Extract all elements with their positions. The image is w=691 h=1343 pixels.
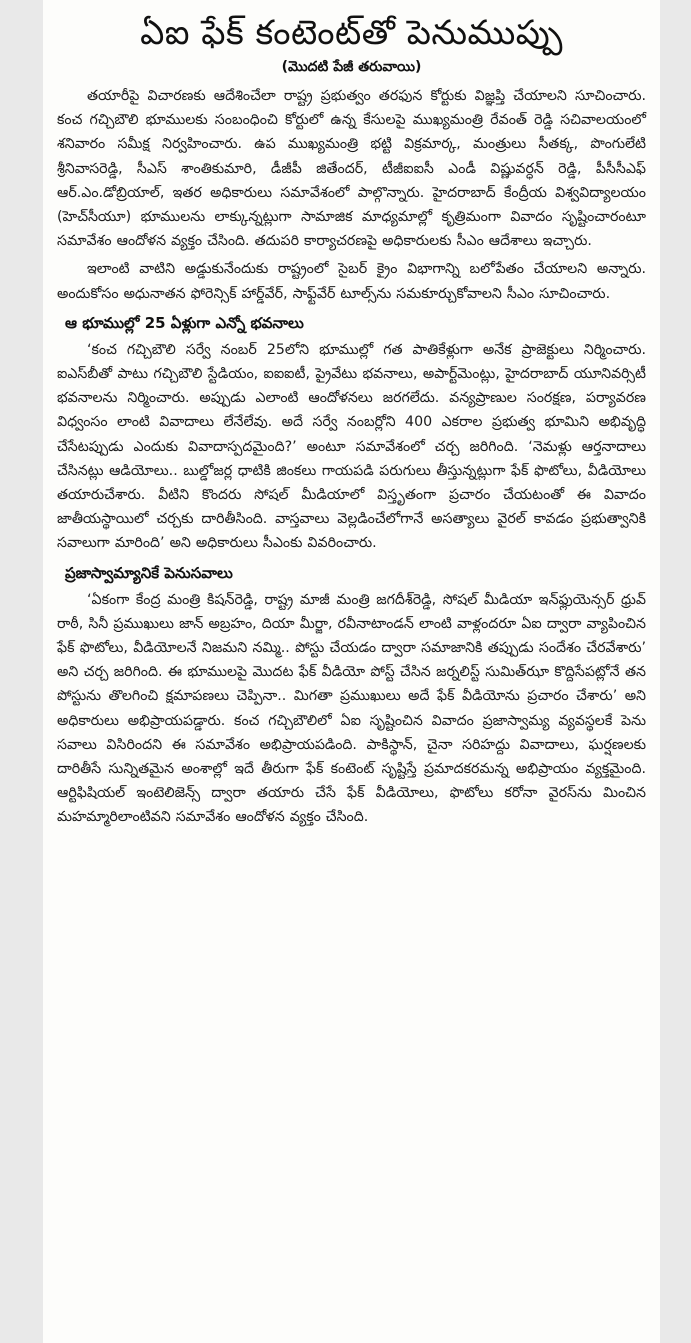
newspaper-article xyxy=(43,0,660,1343)
article-paragraph: ‘ఏకంగా కేంద్ర మంత్రి కిషన్‌రెడ్డి, రాష్ట్ర మాజీ మంత్రి జగదీశ్‌రెడ్డి, సోషల్‌ మీడియా ఇన్‌ఫ్లుయెన్సర్‌ ధ్రువ్‌ రాఠీ, సినీ ప్రముఖులు జాన్‌ అబ్రహం, దియా మీర్జా, రవీనాటాండన్‌ లాంటి వాళ్లందరూ ఏఐ ద్వారా వ్యాపించిన ఫేక్‌ ఫొటోలు, వీడియోలనే నిజమని నమ్మి.. పోస్టు చేయడం ద్వారా సమాజానికి తప్పుడు సందేశం చేరవేశారు’ అని చర్చ జరిగింది. ఈ భూములపై మొదట ఫేక్‌ వీడియో పోస్ట్‌ చేసిన జర్నలిస్ట్‌ సుమిత్‌ఝా కొద్దిసేపట్లోనే తన పోస్టును తొలగించి క్షమాపణలు చెప్పినా.. మిగతా ప్రముఖులు అదే ఫేక్‌ వీడియోను ప్రచారం చేశారు’ అని అధికారులు అభిప్రాయపడ్డారు. కంచ గచ్చిబౌలిలో ఏఐ సృష్టించిన వివాదం ప్రజాస్వామ్య వ్యవస్థలకే పెను సవాలు విసిరిందని ఈ సమావేశం అభిప్రాయపడింది. పాకిస్థాన్‌, చైనా సరిహద్దు వివాదాలు, ఘర్షణలకు దారితీసే సున్నితమైన అంశాల్లో ఇదే తీరుగా ఫేక్‌ కంటెంట్‌ సృష్టిస్తే ప్రమాదకరమన్న అభిప్రాయం వ్యక్తమైంది. ఆర్టిఫిషియల్‌ ఇంటెలిజెన్స్‌ ద్వారా తయారు చేసే ఫేక్‌ వీడియోలు, ఫొటోలు కరోనా వైరస్‌ను మించిన మహమ్మారిలాంటివని సమావేశం ఆందోళన వ్యక్తం చేసింది. xyxy=(57,591,646,826)
article-paragraph: తయారీపై విచారణకు ఆదేశించేలా రాష్ట్ర ప్రభుత్వం తరఫున కోర్టుకు విజ్ఞప్తి చేయాలని సూచించారు. కంచ గచ్చిబౌలి భూములకు సంబంధించి కోర్టులో ఉన్న కేసులపై ముఖ్యమంత్రి రేవంత్‌ రెడ్డి సచివాలయంలో శనివారం సమీక్ష నిర్వహించారు. ఉప ముఖ్యమంత్రి భట్టి విక్రమార్క, మంత్రులు సీతక్క, పొంగులేటి శ్రీనివాసరెడ్డి, సీఎస్‌ శాంతికుమారి, డీజీపీ జితేందర్‌, టీజీఐఐసీ ఎండీ విష్ణువర్ధన్‌ రెడ్డి, పీసీసీఎఫ్‌ ఆర్‌.ఎం.డోబ్రియాల్‌, ఇతర అధికారులు సమావేశంలో పాల్గొన్నారు. హైదరాబాద్‌ కేంద్రీయ విశ్వవిద్యాలయం (హెచ్‌సీయూ) భూములను లాక్కున్నట్లుగా సామాజిక మాధ్యమాల్లో కృత్రిమంగా వివాదం సృష్టించారంటూ సమావేశం ఆందోళన వ్యక్తం చేసింది. తదుపరి కార్యాచరణపై అధికారులకు సీఎం ఆదేశాలు ఇచ్చారు. xyxy=(57,88,646,250)
continuation-note: (మొదటి పేజీ తరువాయి) xyxy=(281,59,422,75)
article-paragraph: ఇలాంటి వాటిని అడ్డుకునేందుకు రాష్ట్రంలో సైబర్‌ క్రైం విభాగాన్ని బలోపేతం చేయాలని అన్నారు. అందుకోసం అధునాతన ఫోరెన్సిక్‌ హార్డ్‌వేర్‌, సాఫ్ట్‌వేర్‌ టూల్స్‌ను సమకూర్చుకోవాలని సీఎం సూచించారు. xyxy=(57,261,646,302)
article-headline: ఏఐ ఫేక్‌ కంటెంట్‌తో పెనుముప్పు xyxy=(140,13,563,53)
article-paragraph: ‘కంచ గచ్చిబౌలి సర్వే నంబర్‌ 25లోని భూముల్లో గత పాతికేళ్లుగా అనేక ప్రాజెక్టులు నిర్మించారు. ఐఎస్‌బీతో పాటు గచ్చిబౌలి స్టేడియం, ఐఐఐటీ, ప్రైవేటు భవనాలు, అపార్ట్‌మెంట్లు, హైదరాబాద్‌ యూనివర్సిటీ భవనాలను నిర్మించారు. అప్పుడు ఎలాంటి ఆందోళనలు జరగలేదు. వన్యప్రాణుల సంరక్షణ, పర్యావరణ విధ్వంసం లాంటి వివాదాలు లేనేలేవు. అదే సర్వే నంబర్లోని 400 ఎకరాల ప్రభుత్వ భూమిని అభివృద్ధి చేసేటప్పుడు ఎందుకు వివాదాస్పదమైంది?’ అంటూ సమావేశంలో చర్చ జరిగింది. ‘నెమళ్లు ఆర్తనాదాలు చేసినట్లు ఆడియోలు.. బుల్డోజర్ల ధాటికి జింకలు గాయపడి పరుగులు తీస్తున్నట్లుగా ఫేక్‌ ఫొటోలు, వీడియోలు తయారుచేశారు. వీటిని కొందరు సోషల్‌ మీడియాలో విస్తృతంగా ప్రచారం చేయటంతో ఈ వివాదం జాతీయస్థాయిలో చర్చకు దారితీసింది. వాస్తవాలు వెల్లడించేలోగానే అసత్యాలు వైరల్‌ కావడం ప్రభుత్వానికి సవాలుగా మారింది’ అని అధికారులు సీఎంకు వివరించారు. xyxy=(57,341,646,552)
section-heading: ప్రజాస్వామ్యానికే పెనుసవాలు xyxy=(65,563,233,582)
section-heading: ఆ భూముల్లో 25 ఏళ్లుగా ఎన్నో భవనాలు xyxy=(65,313,304,332)
